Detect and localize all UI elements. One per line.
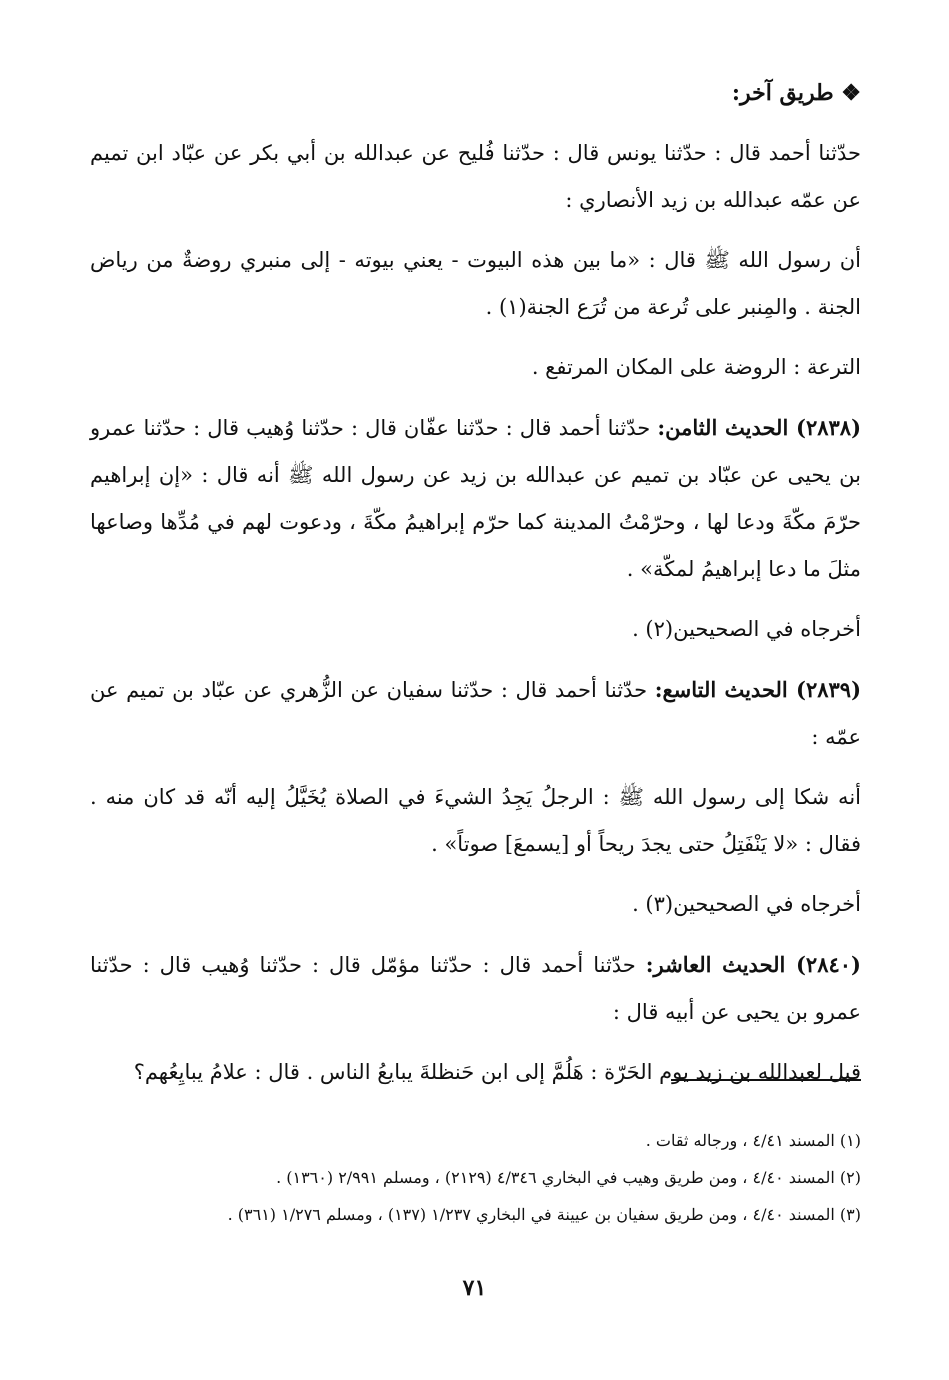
footnotes (90, 1122, 861, 1233)
hadith-2838 (90, 404, 861, 593)
paragraph-isnad: حدّثنا أحمد قال : حدّثنا يونس قال : حدّثنا فُليح عن عبدالله بن أبي بكر عن عبّاد ابن تميم عن عمّه عبدالله بن زيد الأنصاري : (90, 141, 861, 212)
paragraph-takhrij-1: أخرجاه في الصحيحين(٢) . (632, 617, 861, 641)
hadith-2839 (90, 666, 861, 761)
footnote-1: (١) المسند ٤/٤١ ، ورجاله ثقات . (645, 1131, 861, 1150)
hadith-2840 (90, 941, 861, 1036)
main-text (90, 70, 861, 1109)
paragraph-takhrij-2: أخرجاه في الصحيحين(٣) . (632, 892, 861, 916)
hadith-body: حدّثنا أحمد قال : حدّثنا سفيان عن الزُّهري عن عبّاد بن تميم عن عمّه : (90, 678, 861, 749)
hadith-body: حدّثنا أحمد قال : حدّثنا عفّان قال : حدّثنا وُهيب قال : حدّثنا عمرو بن يحيى عن عبّاد بن تميم عن عبدالله بن زيد عن رسول الله ﷺ أنه قال : «إن إبراهيم حرّمَ مكّةَ ودعا لها ، وحرّمْتُ المدينة كما حرّم إبراهيمُ مكّةَ ، ودعوت لهم في مُدِّها وصاعها مثلَ ما دعا إبراهيمُ لمكّة» . (90, 416, 861, 581)
footnote-2: (٢) المسند ٤/٤٠ ، ومن طريق وهيب في البخاري ٤/٣٤٦ (٢١٢٩) ، ومسلم ٢/٩٩١ (١٣٦٠) . (276, 1168, 861, 1187)
hadith-label: (٢٨٣٩) الحديث التاسع: (654, 677, 862, 702)
section-heading: ❖ طريق آخر: (731, 80, 861, 106)
paragraph-hadith-text-3: قيل لعبدالله بن زيد يوم الحَرّة : هَلُمَّ إلى ابن حَنظلةَ يبايعُ الناس . قال : علامُ يبايِعُهم؟ (133, 1060, 861, 1084)
paragraph-gloss: الترعة : الروضة على المكان المرتفع . (531, 355, 861, 379)
footnote-divider (671, 1079, 861, 1081)
paragraph-hadith-text-2: أنه شكا إلى رسول الله ﷺ : الرجلُ يَجِدُ الشيءَ في الصلاة يُخَيَّلُ إليه أنّه قد كان منه . فقال : «لا يَنْفَتِلُ حتى يجدَ ريحاً أو [يسمعَ] صوتاً» . (90, 785, 861, 856)
footnote-3: (٣) المسند ٤/٤٠ ، ومن طريق سفيان بن عيينة في البخاري ١/٢٣٧ (١٣٧) ، ومسلم ١/٢٧٦ (٣٦١) . (227, 1205, 861, 1224)
page-number: ٧١ (462, 1275, 487, 1301)
paragraph-hadith-text: أن رسول الله ﷺ قال : «ما بين هذه البيوت - يعني بيوته - إلى منبري روضةٌ من رياض الجنة . والمِنبر على تُرعة من تُرَع الجنة(١) . (90, 248, 861, 319)
hadith-label: (٢٨٤٠) الحديث العاشر: (645, 952, 861, 977)
hadith-body: حدّثنا أحمد قال : حدّثنا مؤمّل قال : حدّثنا وُهيب قال : حدّثنا عمرو بن يحيى عن أبيه قال : (90, 953, 861, 1024)
hadith-label: (٢٨٣٨) الحديث الثامن: (657, 415, 861, 440)
